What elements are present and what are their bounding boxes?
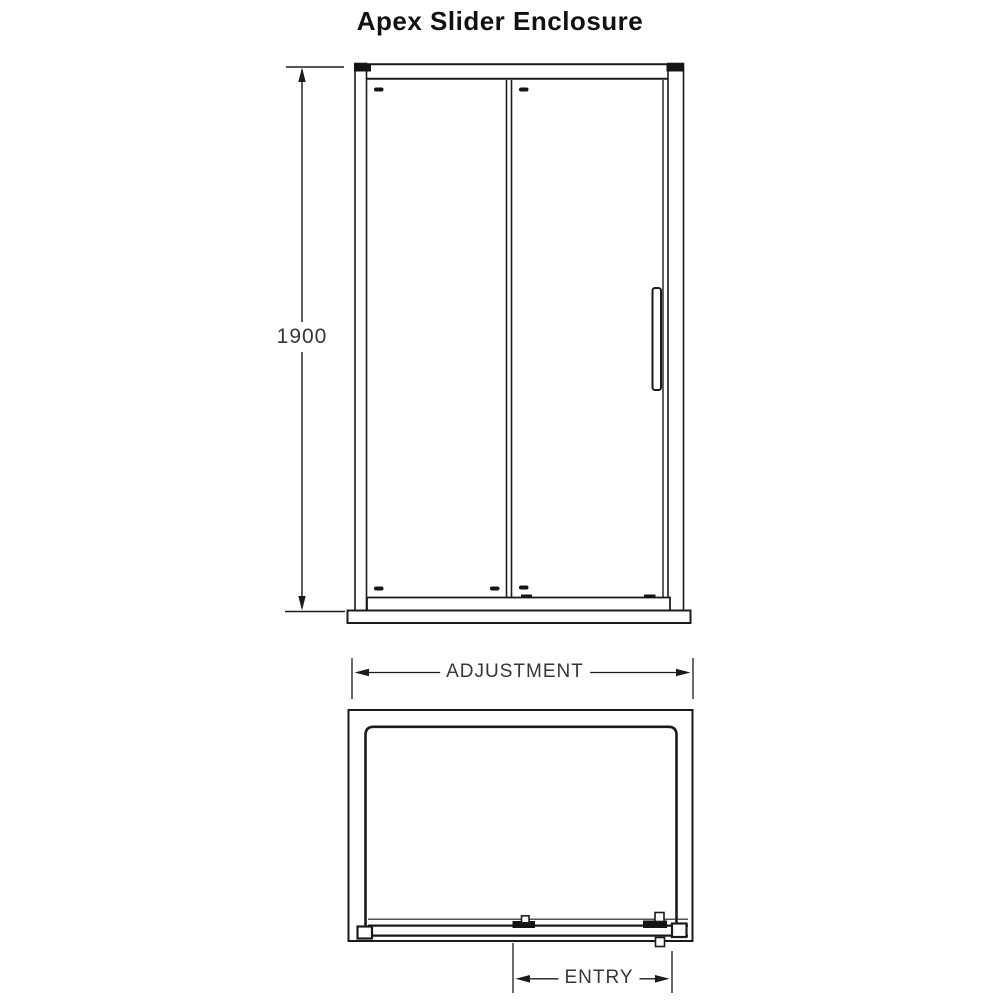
front-elevation-drawing [285, 64, 691, 624]
dimension-arrow-right [655, 975, 670, 983]
panel-divider [507, 80, 512, 598]
roller-marks [374, 88, 529, 591]
top-rail [354, 64, 684, 79]
adjustment-dimension-label: ADJUSTMENT [440, 661, 590, 683]
page-title: Apex Slider Enclosure [356, 6, 644, 36]
shower-tray-front [348, 611, 691, 624]
left-wall-post [355, 64, 367, 612]
right-corner-cap [667, 64, 685, 72]
entry-dimension-label: ENTRY [558, 967, 639, 989]
plan-view-drawing [349, 658, 694, 993]
dimension-arrow-right [676, 669, 691, 677]
dimension-arrow-up [298, 68, 305, 83]
dimension-arrow-down [298, 596, 305, 611]
left-guide-block [358, 927, 373, 939]
right-wall-post [668, 64, 684, 612]
dimension-arrow-left [516, 975, 531, 983]
dimension-arrow-left [355, 669, 370, 677]
left-corner-cap [354, 64, 371, 72]
plan-enclosure-outline [349, 710, 693, 941]
height-dimension-label: 1900 [274, 325, 331, 349]
bottom-rail [367, 598, 670, 611]
door-handle [653, 288, 662, 390]
